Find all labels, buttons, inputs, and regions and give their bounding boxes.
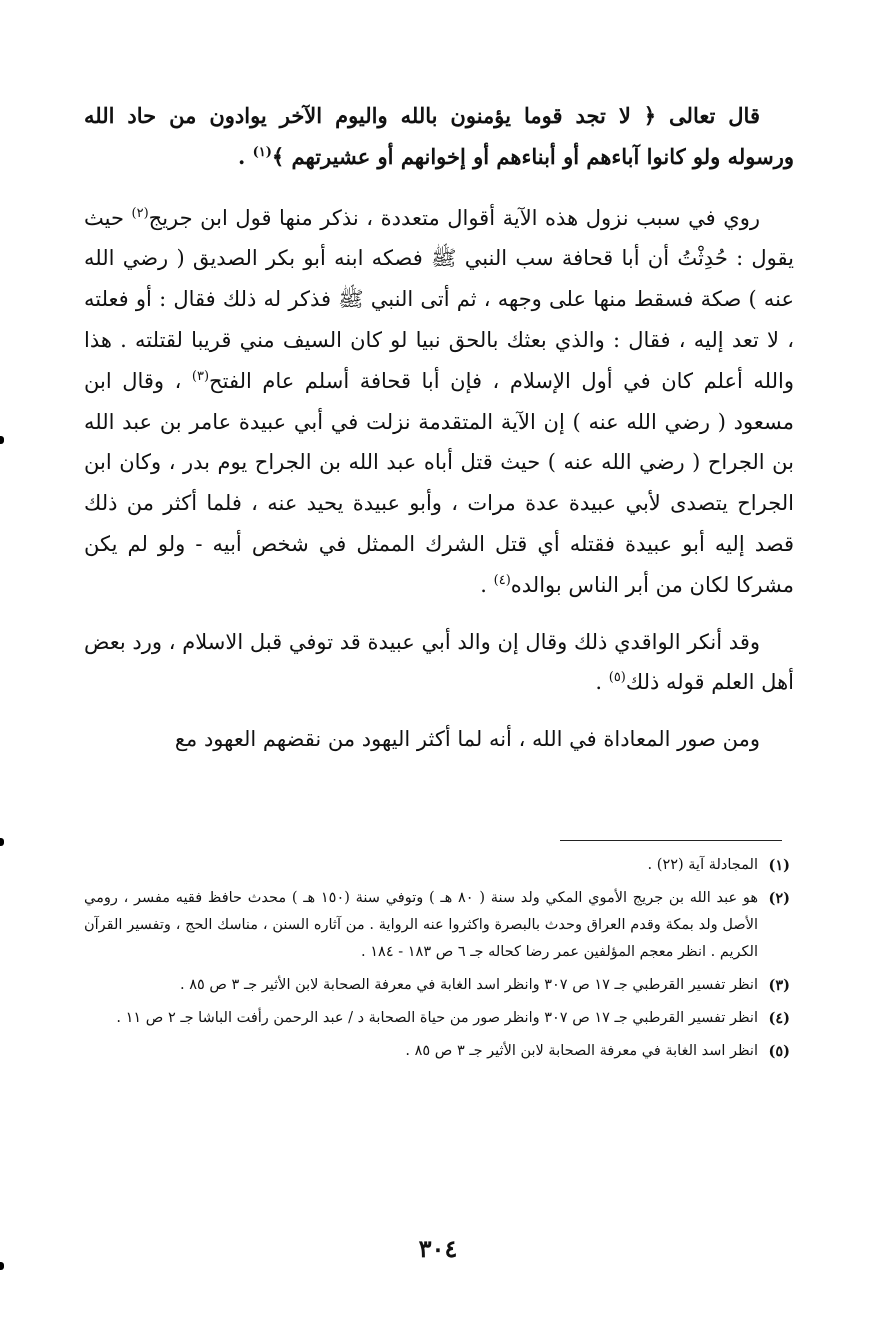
footnote-1 <box>84 852 790 879</box>
paragraph-2-part-b: حيث يقول : حُدِثْتُ أن أبا قحافة سب النبي ﷺ فصكه ابنه أبو بكر الصديق ( رضي الله عنه ) صكة فسقط منها على وجهه ، ثم أتى النبي ﷺ فذكر له ذلك فقال : أو فعلته ، لا تعد إليه ، فقال : والذي بعثك بالحق نبيا لو كان السيف مني قريبا لقتلته . هذا والله أعلم كان في أول الإسلام ، فإن أبا قحافة أسلم عام الفتح <box>84 205 794 393</box>
footnote-ref-2: (٢) <box>131 205 149 221</box>
footnote-5 <box>84 1038 790 1065</box>
paragraph-3-text: وقد أنكر الواقدي ذلك وقال إن والد أبي عبيدة قد توفي قبل الاسلام ، ورد بعض أهل العلم قوله ذلك <box>84 629 794 695</box>
footnote-3 <box>84 972 790 999</box>
footnote-text: المجادلة آية (٢٢) . <box>647 857 758 873</box>
footnote-ref-4: (٤) <box>493 572 511 588</box>
footnotes-section <box>84 852 790 1071</box>
paragraph-2-end: . <box>480 572 494 597</box>
main-text <box>84 96 794 760</box>
footnote-number: (٢) <box>768 890 790 907</box>
paragraph-2-part-c: ، وقال ابن مسعود ( رضي الله عنه ) إن الآية المتقدمة نزلت في أبي عبيدة عامر بن عبد الله بن الجراح ( رضي الله عنه ) حيث قتل أباه عبد الله بن الجراح يوم بدر ، وكان ابن الجراح يتصدى لأبي عبيدة عدة مرات ، وأبو عبيدة يحيد عنه ، فلما أكثر من ذلك قصد إليه أبو عبيدة فقتله أي قتل الشرك الممثل في شخص أبيه - ولو لم يكن مشركا لكان من أبر الناس بوالده <box>84 368 794 597</box>
footnote-text: انظر تفسير القرطبي جـ ١٧ ص ٣٠٧ وانظر صور من حياة الصحابة د / عبد الرحمن رأفت الباشا جـ ٢ ص ١١ . <box>116 1010 758 1026</box>
page-number: ٣٠٤ <box>418 1234 458 1263</box>
paragraph-3-end: . <box>595 670 609 695</box>
footnote-number: (٣) <box>768 977 790 994</box>
scan-edge-mark <box>0 1262 4 1270</box>
footnote-number: (٥) <box>768 1043 790 1060</box>
waqidi-paragraph <box>84 622 794 704</box>
footnote-ref-1: (١) <box>252 144 272 160</box>
paragraph-4-text: ومن صور المعاداة في الله ، أنه لما أكثر اليهود من نقضهم العهود مع <box>174 727 760 752</box>
quote-text: قال تعالى ﴿ لا تجد قوما يؤمنون بالله واليوم الآخر يوادون من حاد الله ورسوله ولو كانوا آباءهم أو أبناءهم أو إخوانهم أو عشيرتهم ﴾ <box>84 103 794 169</box>
revelation-reasons-paragraph <box>84 198 794 606</box>
footnote-ref-3: (٣) <box>191 368 210 384</box>
footnote-number: (٤) <box>768 1010 790 1027</box>
enmity-examples-paragraph <box>84 719 794 760</box>
footnote-ref-5: (٥) <box>608 670 626 686</box>
paragraph-2-part-a: روي في سبب نزول هذه الآية أقوال متعددة ، نذكر منها قول ابن جريج <box>148 205 760 230</box>
scan-edge-mark <box>0 838 4 846</box>
footnote-divider <box>560 840 782 841</box>
footnote-number: (١) <box>768 857 790 874</box>
scan-edge-mark <box>0 436 4 444</box>
footnote-2 <box>84 885 790 966</box>
quran-quote-paragraph <box>84 96 794 178</box>
footnote-text: انظر تفسير القرطبي جـ ١٧ ص ٣٠٧ وانظر اسد الغابة في معرفة الصحابة لابن الأثير جـ ٣ ص ٨٥ . <box>180 977 758 993</box>
footnote-text: هو عبد الله بن جريج الأموي المكي ولد سنة ( ٨٠ هـ ) وتوفي سنة (١٥٠ هـ ) محدث حافظ فقيه مفسر ، رومي الأصل ولد بمكة وقدم العراق وحدث بالبصرة واكثروا عنه الرواية . من آثاره السنن ، مناسك الحج ، وتفسير القرآن الكريم . انظر معجم المؤلفين عمر رضا كحاله جـ ٦ ص ١٨٣ - ١٨٤ . <box>84 890 758 960</box>
quote-end: . <box>238 143 253 169</box>
footnote-4 <box>84 1005 790 1032</box>
footnote-text: انظر اسد الغابة في معرفة الصحابة لابن الأثير جـ ٣ ص ٨٥ . <box>405 1043 758 1059</box>
